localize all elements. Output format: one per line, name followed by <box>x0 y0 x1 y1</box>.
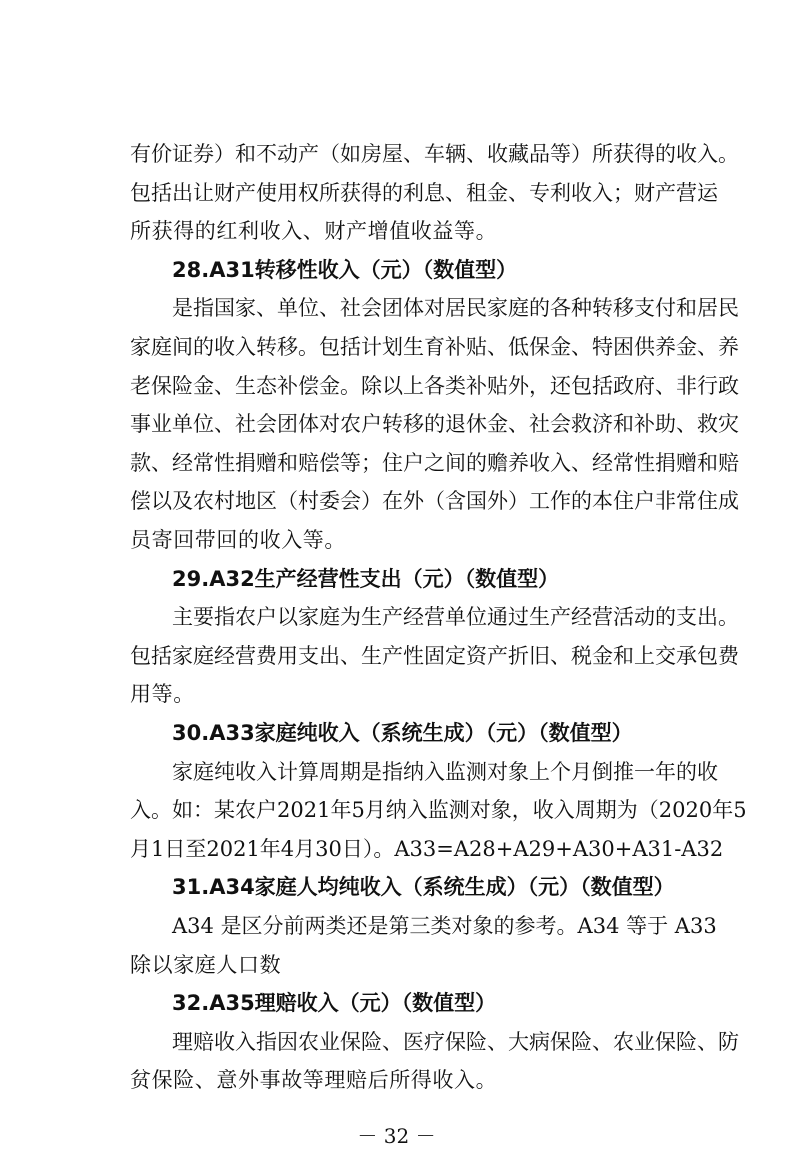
paragraph-line: 是指国家、单位、社会团体对居民家庭的各种转移支付和居民 <box>172 296 739 320</box>
paragraph-line: 入。如：某农户2021年5月纳入监测对象，收入周期为（2020年5 <box>130 798 747 822</box>
paragraph-line: 偿以及农村地区（村委会）在外（含国外）工作的本住户非常住成 <box>130 489 739 513</box>
paragraph-line: 员寄回带回的收入等。 <box>130 528 346 552</box>
paragraph-line: 月1日至2021年4月30日）。A33=A28+A29+A30+A31-A32 <box>130 837 724 861</box>
paragraph-line: 除以家庭人口数 <box>130 953 282 977</box>
section-heading-32: 32.A35理赔收入（元）（数值型） <box>172 991 497 1015</box>
paragraph-line: 老保险金、生态补偿金。除以上各类补贴外，还包括政府、非行政 <box>130 374 739 398</box>
section-heading-30: 30.A33家庭纯收入（系统生成）（元）（数值型） <box>172 721 633 745</box>
paragraph-line: 贫保险、意外事故等理赔后所得收入。 <box>130 1068 498 1092</box>
paragraph-line: 有价证券）和不动产（如房屋、车辆、收藏品等）所获得的收入。 <box>130 142 739 166</box>
section-heading-31: 31.A34家庭人均纯收入（系统生成）（元）（数值型） <box>172 875 675 899</box>
paragraph-line: 事业单位、社会团体对农户转移的退休金、社会救济和补助、救灾 <box>130 412 739 436</box>
page-number: － 32 － <box>357 1124 436 1148</box>
paragraph-line: 理赔收入指因农业保险、医疗保险、大病保险、农业保险、防 <box>172 1030 739 1054</box>
section-heading-28: 28.A31转移性收入（元）（数值型） <box>172 258 518 282</box>
section-heading-29: 29.A32生产经营性支出（元）（数值型） <box>172 567 560 591</box>
paragraph-line: 家庭间的收入转移。包括计划生育补贴、低保金、特困供养金、养 <box>130 335 739 359</box>
paragraph-line: A34 是区分前两类还是第三类对象的参考。A34 等于 A33 <box>172 914 717 938</box>
paragraph-line: 家庭纯收入计算周期是指纳入监测对象上个月倒推一年的收 <box>172 760 718 784</box>
paragraph-line: 用等。 <box>130 682 195 706</box>
paragraph-line: 所获得的红利收入、财产增值收益等。 <box>130 219 498 243</box>
paragraph-line: 主要指农户以家庭为生产经营单位通过生产经营活动的支出。 <box>172 605 739 629</box>
paragraph-line: 包括出让财产使用权所获得的利息、租金、专利收入；财产营运 <box>130 181 718 205</box>
paragraph-line: 包括家庭经营费用支出、生产性固定资产折旧、税金和上交承包费 <box>130 644 739 668</box>
paragraph-line: 款、经常性捐赠和赔偿等；住户之间的赡养收入、经常性捐赠和赔 <box>130 451 739 475</box>
